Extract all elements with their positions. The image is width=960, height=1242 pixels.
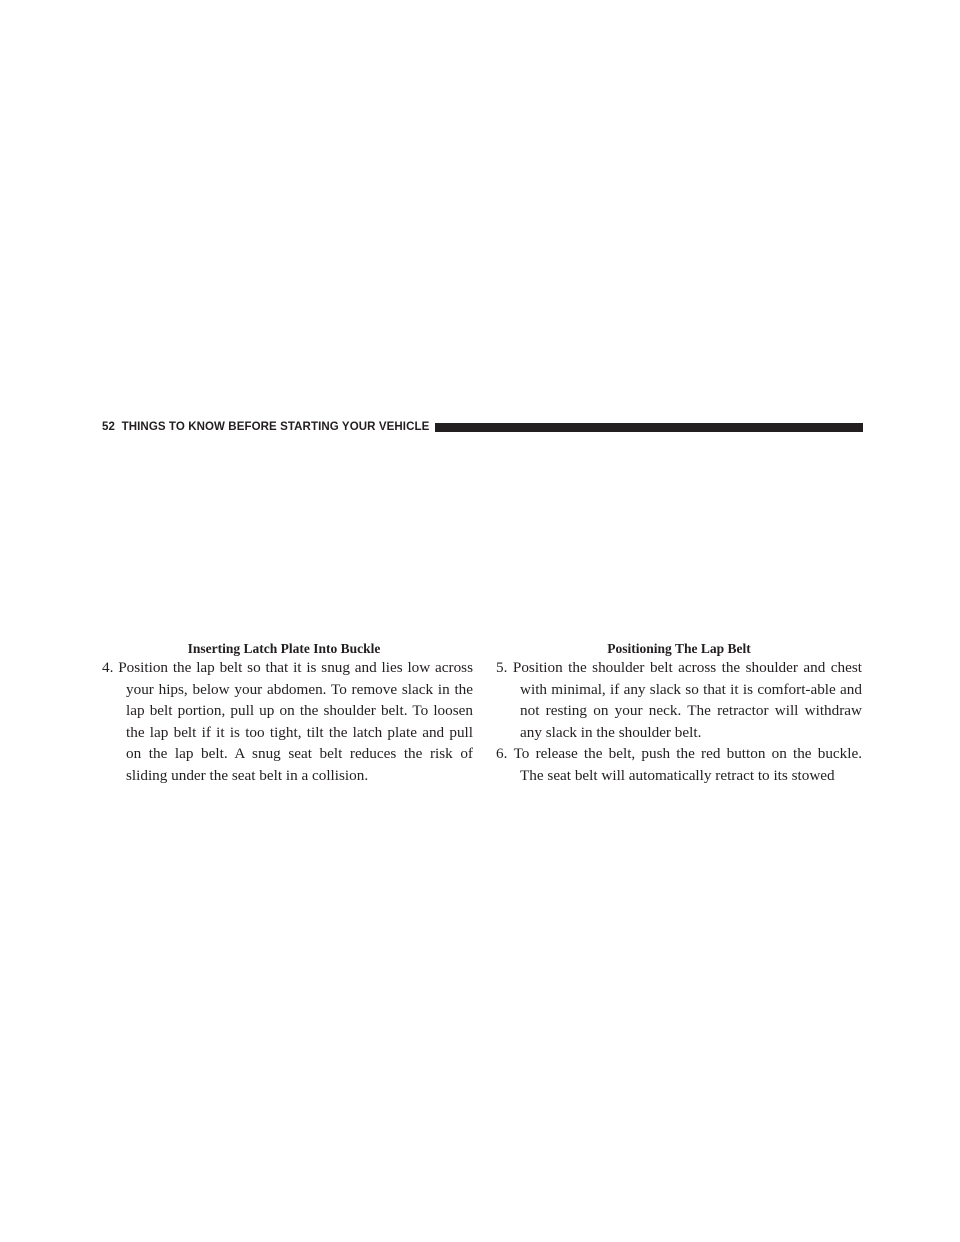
page-header (102, 419, 863, 435)
step-number: 6. (496, 745, 508, 762)
step-6 (496, 743, 862, 786)
step-4 (102, 657, 473, 786)
step-text: To release the belt, push the red button on the buckle. The seat belt will automatically retract to its stowed (513, 745, 862, 784)
header-rule (435, 423, 863, 432)
page-header-text (102, 419, 429, 435)
step-text: Position the lap belt so that it is snug and lies low across your hips, below your abdomen. To remove slack in the lap belt portion, pull up on the shoulder belt. To loosen the lap belt if it is too tight, tilt the latch plate and pull on the lap belt. A snug seat belt reduces the risk of sliding under the seat belt in a collision. (118, 659, 473, 784)
step-number: 4. (102, 659, 114, 676)
step-text: Position the shoulder belt across the shoulder and chest with minimal, if any slack so that it is comfort-able and not resting on your neck. The retractor will withdraw any slack in the shoulder belt. (512, 659, 863, 741)
section-title: THINGS TO KNOW BEFORE STARTING YOUR VEHICLE (121, 421, 430, 433)
page-number: 52 (102, 421, 115, 433)
figure-caption-latch-plate: Inserting Latch Plate Into Buckle (187, 641, 381, 656)
figure-caption-lap-belt: Positioning The Lap Belt (607, 641, 751, 656)
step-number: 5. (496, 659, 508, 676)
step-5 (496, 657, 862, 743)
